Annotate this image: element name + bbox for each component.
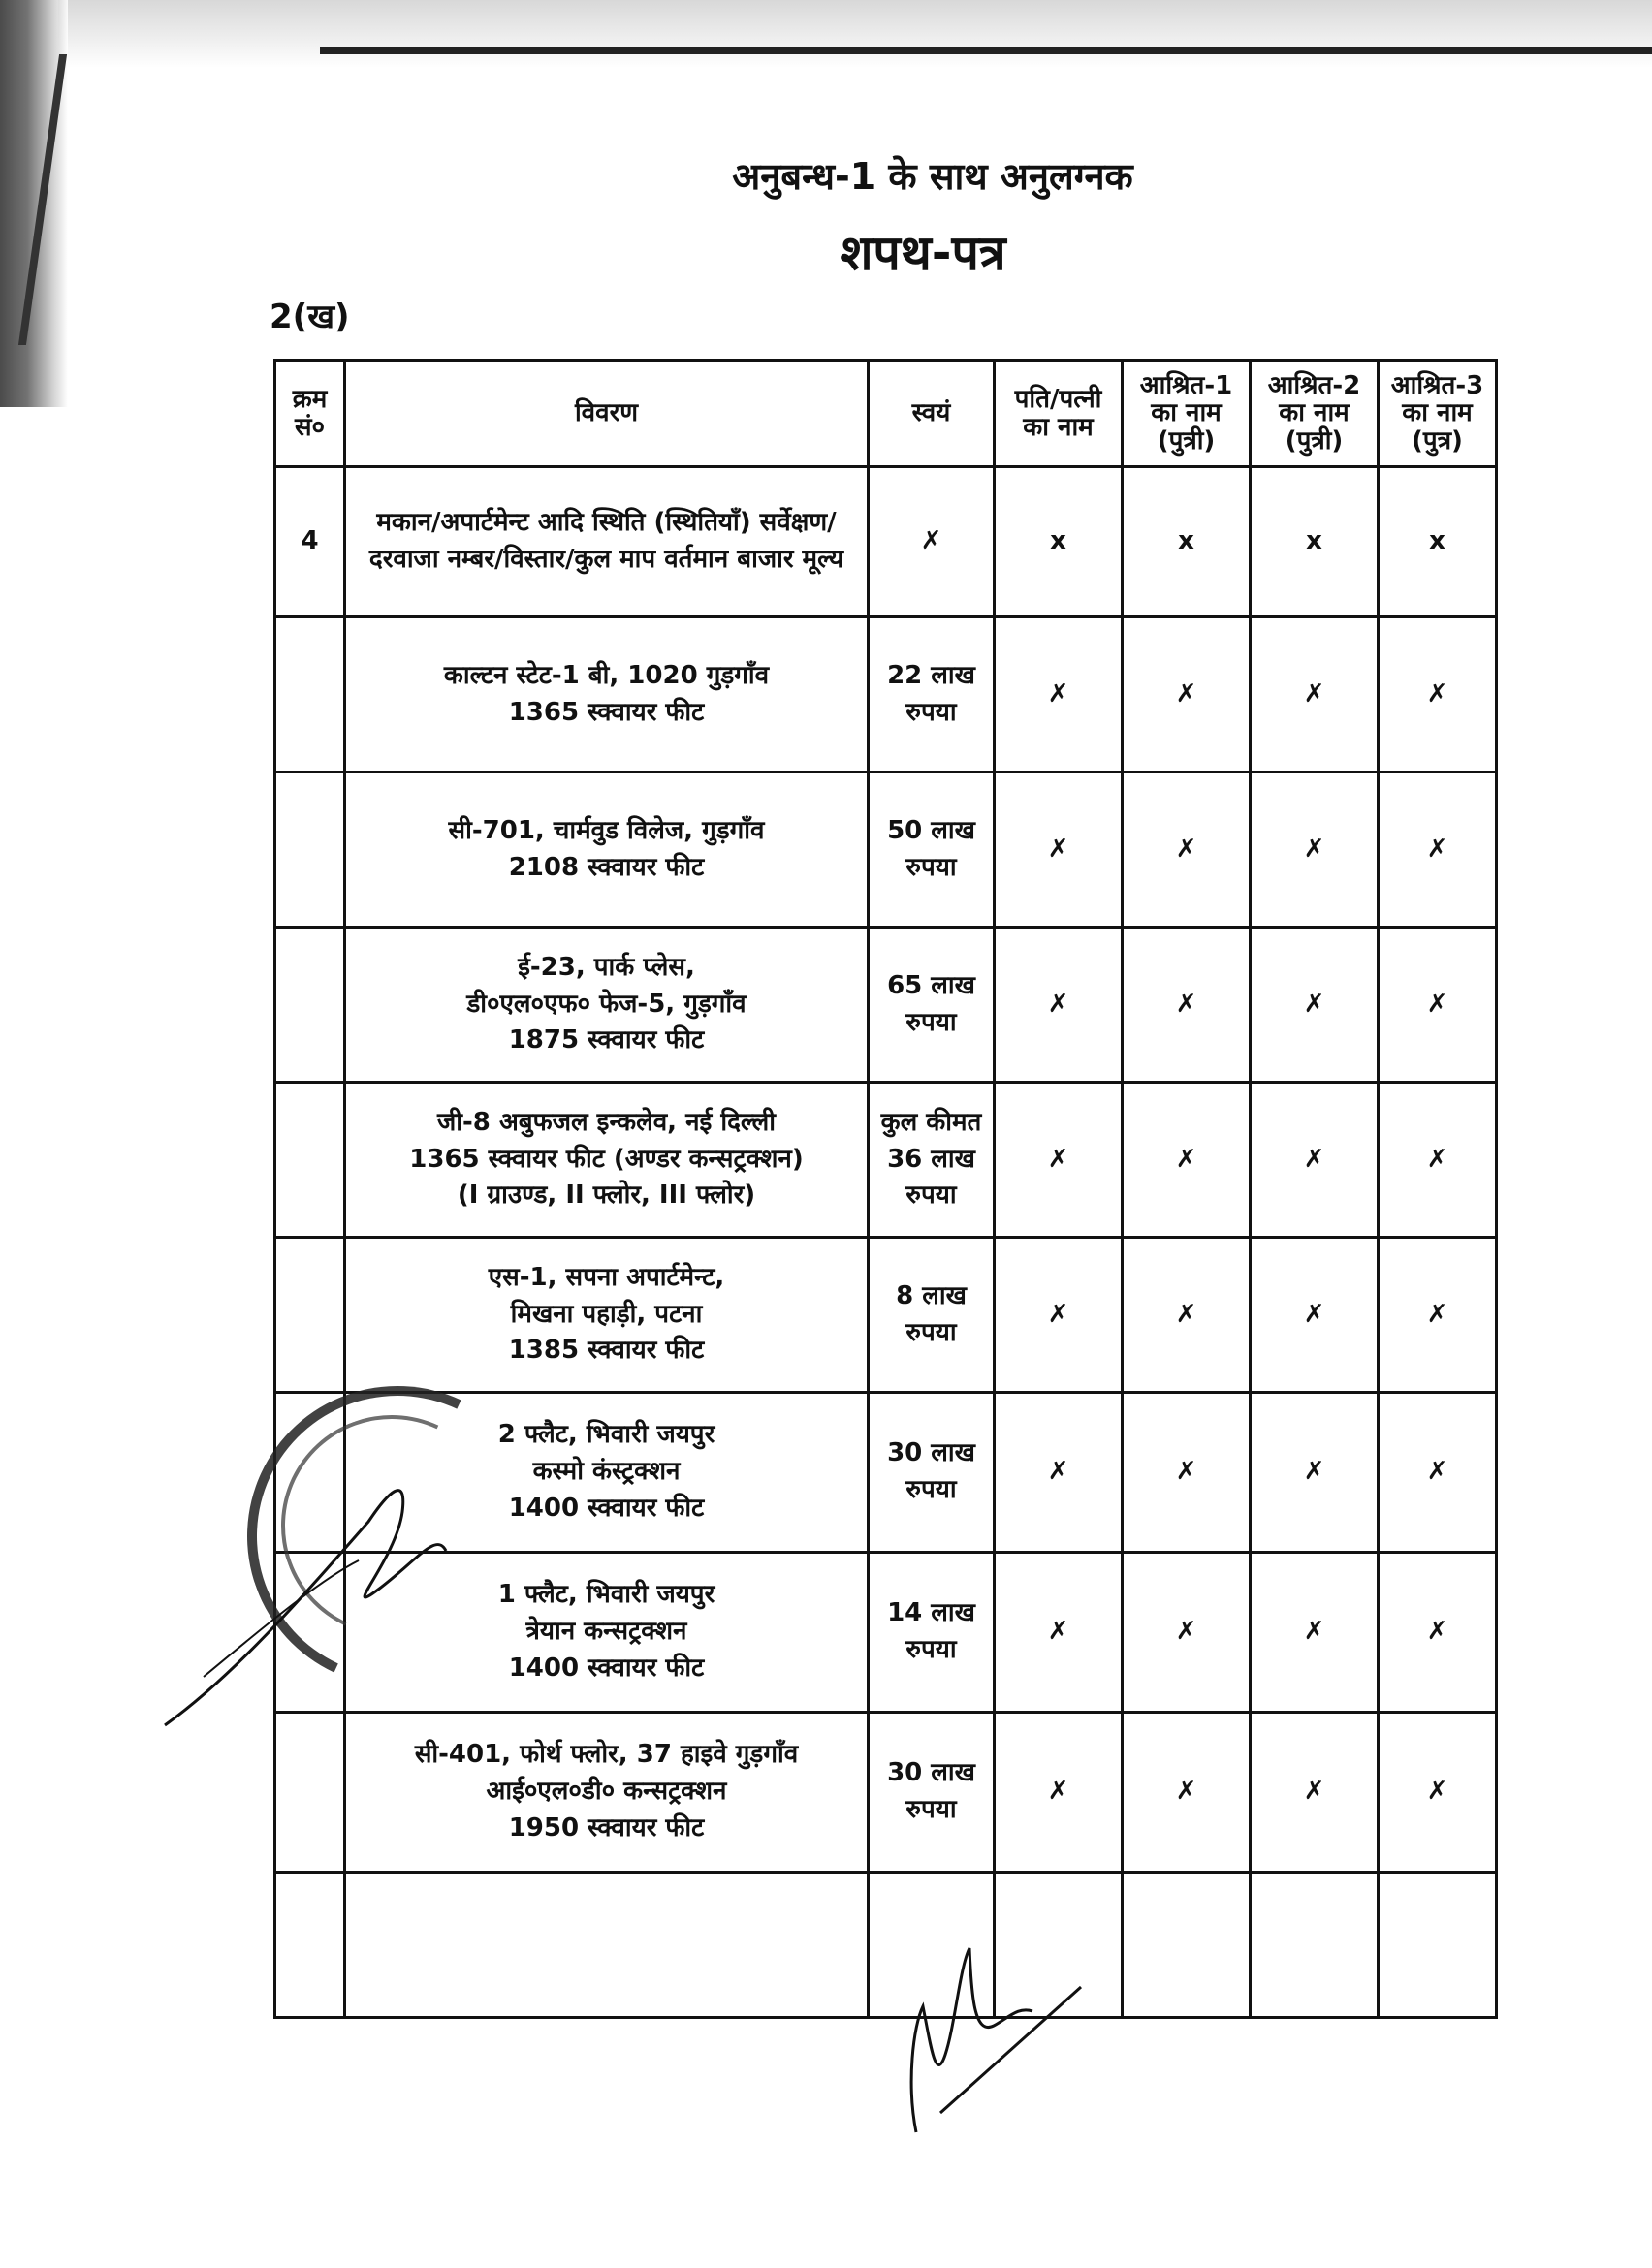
intro-spouse-mark: x bbox=[995, 467, 1123, 617]
empty-cell bbox=[275, 1873, 345, 2018]
row-description-line2: 2108 स्क्वायर फीट bbox=[508, 852, 705, 882]
row-mark-2: ✗ bbox=[1123, 928, 1251, 1083]
row-description-line2: 1365 स्क्वायर फीट bbox=[508, 697, 705, 727]
row-value-line1: 30 लाख bbox=[887, 1758, 975, 1788]
row-mark-1: ✗ bbox=[995, 617, 1123, 772]
row-mark-2: ✗ bbox=[1123, 1393, 1251, 1553]
row-mark-2: ✗ bbox=[1123, 1553, 1251, 1713]
row-mark-3: ✗ bbox=[1251, 1393, 1379, 1553]
row-value-line2: रुपया bbox=[905, 1635, 957, 1664]
row-description-line2: कस्मो कंस्ट्रक्शन bbox=[532, 1457, 681, 1487]
row-description bbox=[345, 617, 869, 772]
row-description-line1: 2 फ्लैट, भिवारी जयपुर bbox=[497, 1420, 715, 1450]
row-value bbox=[869, 617, 995, 772]
intro-dependent3-mark: x bbox=[1379, 467, 1497, 617]
row-mark-1: ✗ bbox=[995, 1553, 1123, 1713]
header-dependent-3: आश्रित-3 का नाम (पुत्र) bbox=[1379, 361, 1497, 467]
row-mark-1: ✗ bbox=[995, 928, 1123, 1083]
document-subtitle: शपथ-पत्र bbox=[840, 225, 1006, 281]
row-serial bbox=[275, 772, 345, 928]
header-self: स्वयं bbox=[869, 361, 995, 467]
row-description-line1: काल्टन स्टेट-1 बी, 1020 गुड़गाँव bbox=[443, 660, 770, 690]
row-description-line1: जी-8 अबुफजल इन्कलेव, नई दिल्ली bbox=[436, 1107, 776, 1137]
row-value-line3: रुपया bbox=[905, 1181, 957, 1211]
row-value-line1: 30 लाख bbox=[887, 1438, 975, 1468]
row-mark-2: ✗ bbox=[1123, 1713, 1251, 1873]
row-mark-4: ✗ bbox=[1379, 928, 1497, 1083]
row-description-line3: (I ग्राउण्ड, II फ्लोर, III फ्लोर) bbox=[457, 1181, 756, 1211]
row-mark-4: ✗ bbox=[1379, 1083, 1497, 1238]
row-description-line1: सी-401, फोर्थ फ्लोर, 37 हाइवे गुड़गाँव bbox=[414, 1740, 799, 1770]
section-label: 2(ख) bbox=[270, 298, 350, 336]
row-description-line2: मिखना पहाड़ी, पटना bbox=[510, 1299, 703, 1329]
empty-row bbox=[275, 1873, 1497, 2018]
table-row bbox=[275, 1238, 1497, 1393]
row-description-line2: डी०एल०एफ० फेज-5, गुड़गाँव bbox=[466, 989, 747, 1019]
row-value bbox=[869, 772, 995, 928]
row-mark-2: ✗ bbox=[1123, 772, 1251, 928]
row-value bbox=[869, 1713, 995, 1873]
row-value-line2: रुपया bbox=[905, 697, 957, 727]
row-value-line2: रुपया bbox=[905, 1795, 957, 1824]
row-description-line3: 1385 स्क्वायर फीट bbox=[508, 1336, 705, 1366]
row-mark-3: ✗ bbox=[1251, 1083, 1379, 1238]
row-mark-3: ✗ bbox=[1251, 772, 1379, 928]
row-mark-3: ✗ bbox=[1251, 1713, 1379, 1873]
row-description-line1: 1 फ्लैट, भिवारी जयपुर bbox=[497, 1580, 715, 1610]
row-description bbox=[345, 928, 869, 1083]
header-row bbox=[275, 361, 1497, 467]
row-mark-4: ✗ bbox=[1379, 772, 1497, 928]
row-value-line1: 65 लाख bbox=[887, 970, 975, 1000]
row-mark-3: ✗ bbox=[1251, 1238, 1379, 1393]
row-value bbox=[869, 1553, 995, 1713]
row-value bbox=[869, 1083, 995, 1238]
assets-table bbox=[273, 359, 1498, 2019]
empty-cell bbox=[1251, 1873, 1379, 2018]
row-serial bbox=[275, 1083, 345, 1238]
intro-row bbox=[275, 467, 1497, 617]
intro-dependent2-mark: x bbox=[1251, 467, 1379, 617]
row-mark-4: ✗ bbox=[1379, 1553, 1497, 1713]
row-mark-2: ✗ bbox=[1123, 617, 1251, 772]
empty-cell bbox=[1123, 1873, 1251, 2018]
row-serial bbox=[275, 928, 345, 1083]
row-description-line3: 1400 स्क्वायर फीट bbox=[508, 1653, 705, 1683]
signature-left bbox=[145, 1434, 465, 1745]
row-description bbox=[345, 1238, 869, 1393]
row-description-line3: 1950 स्क्वायर फीट bbox=[508, 1812, 705, 1843]
row-value-line2: रुपया bbox=[905, 1475, 957, 1504]
intro-serial: 4 bbox=[275, 467, 345, 617]
scan-top-shadow bbox=[58, 0, 1652, 68]
row-value bbox=[869, 1393, 995, 1553]
row-value bbox=[869, 928, 995, 1083]
intro-self-mark: ✗ bbox=[869, 467, 995, 617]
row-description-line1: सी-701, चार्मवुड विलेज, गुड़गाँव bbox=[448, 815, 765, 845]
row-description-line1: ई-23, पार्क प्लेस, bbox=[518, 952, 695, 982]
page-fold-top bbox=[320, 47, 1652, 54]
row-mark-1: ✗ bbox=[995, 1393, 1123, 1553]
row-value-line2: रुपया bbox=[905, 1317, 957, 1347]
row-mark-3: ✗ bbox=[1251, 617, 1379, 772]
row-description-line3: 1875 स्क्वायर फीट bbox=[508, 1025, 705, 1055]
row-mark-2: ✗ bbox=[1123, 1238, 1251, 1393]
row-value-line2: रुपया bbox=[905, 852, 957, 882]
header-serial: क्रम सं० bbox=[275, 361, 345, 467]
table-row bbox=[275, 928, 1497, 1083]
row-value-line1: 50 लाख bbox=[887, 815, 975, 845]
table-row bbox=[275, 772, 1497, 928]
header-spouse: पति/पत्नी का नाम bbox=[995, 361, 1123, 467]
row-mark-4: ✗ bbox=[1379, 617, 1497, 772]
row-mark-1: ✗ bbox=[995, 1713, 1123, 1873]
row-mark-1: ✗ bbox=[995, 772, 1123, 928]
empty-cell bbox=[345, 1873, 869, 2018]
row-mark-2: ✗ bbox=[1123, 1083, 1251, 1238]
row-mark-4: ✗ bbox=[1379, 1393, 1497, 1553]
row-mark-4: ✗ bbox=[1379, 1238, 1497, 1393]
row-mark-4: ✗ bbox=[1379, 1713, 1497, 1873]
row-mark-1: ✗ bbox=[995, 1083, 1123, 1238]
row-description-line3: 1400 स्क्वायर फीट bbox=[508, 1493, 705, 1523]
header-dependent-2: आश्रित-2 का नाम (पुत्री) bbox=[1251, 361, 1379, 467]
row-mark-3: ✗ bbox=[1251, 928, 1379, 1083]
row-description bbox=[345, 1083, 869, 1238]
row-value bbox=[869, 1238, 995, 1393]
row-serial bbox=[275, 1238, 345, 1393]
table-row bbox=[275, 617, 1497, 772]
intro-dependent1-mark: x bbox=[1123, 467, 1251, 617]
row-mark-3: ✗ bbox=[1251, 1553, 1379, 1713]
table-row bbox=[275, 1083, 1497, 1238]
row-description bbox=[345, 772, 869, 928]
row-value-line1: 8 लाख bbox=[896, 1280, 967, 1310]
row-description-line2: 1365 स्क्वायर फीट (अण्डर कन्सट्रक्शन) bbox=[409, 1144, 804, 1174]
row-mark-1: ✗ bbox=[995, 1238, 1123, 1393]
row-description-line2: आई०एल०डी० कन्सट्रक्शन bbox=[486, 1777, 727, 1807]
row-value-line2: रुपया bbox=[905, 1007, 957, 1037]
empty-cell bbox=[1379, 1873, 1497, 2018]
intro-description: मकान/अपार्टमेन्ट आदि स्थिति (स्थितियाँ) सर्वेक्षण/दरवाजा नम्बर/विस्तार/कुल माप वर्तमान बाजार मूल्य bbox=[345, 467, 869, 617]
signature-bottom bbox=[902, 1938, 1096, 2142]
row-description-line2: त्रेयान कन्सट्रक्शन bbox=[525, 1617, 687, 1647]
header-dependent-1: आश्रित-1 का नाम (पुत्री) bbox=[1123, 361, 1251, 467]
row-value-line1: 22 लाख bbox=[887, 660, 975, 690]
row-value-line1: कुल कीमत bbox=[880, 1107, 982, 1137]
row-value-line1: 14 लाख bbox=[887, 1598, 975, 1628]
header-description: विवरण bbox=[345, 361, 869, 467]
row-description-line1: एस-1, सपना अपार्टमेन्ट, bbox=[488, 1262, 725, 1292]
row-serial bbox=[275, 617, 345, 772]
row-value-line2: 36 लाख bbox=[887, 1144, 975, 1174]
document-title: अनुबन्ध-1 के साथ अनुलग्नक bbox=[732, 155, 1133, 198]
